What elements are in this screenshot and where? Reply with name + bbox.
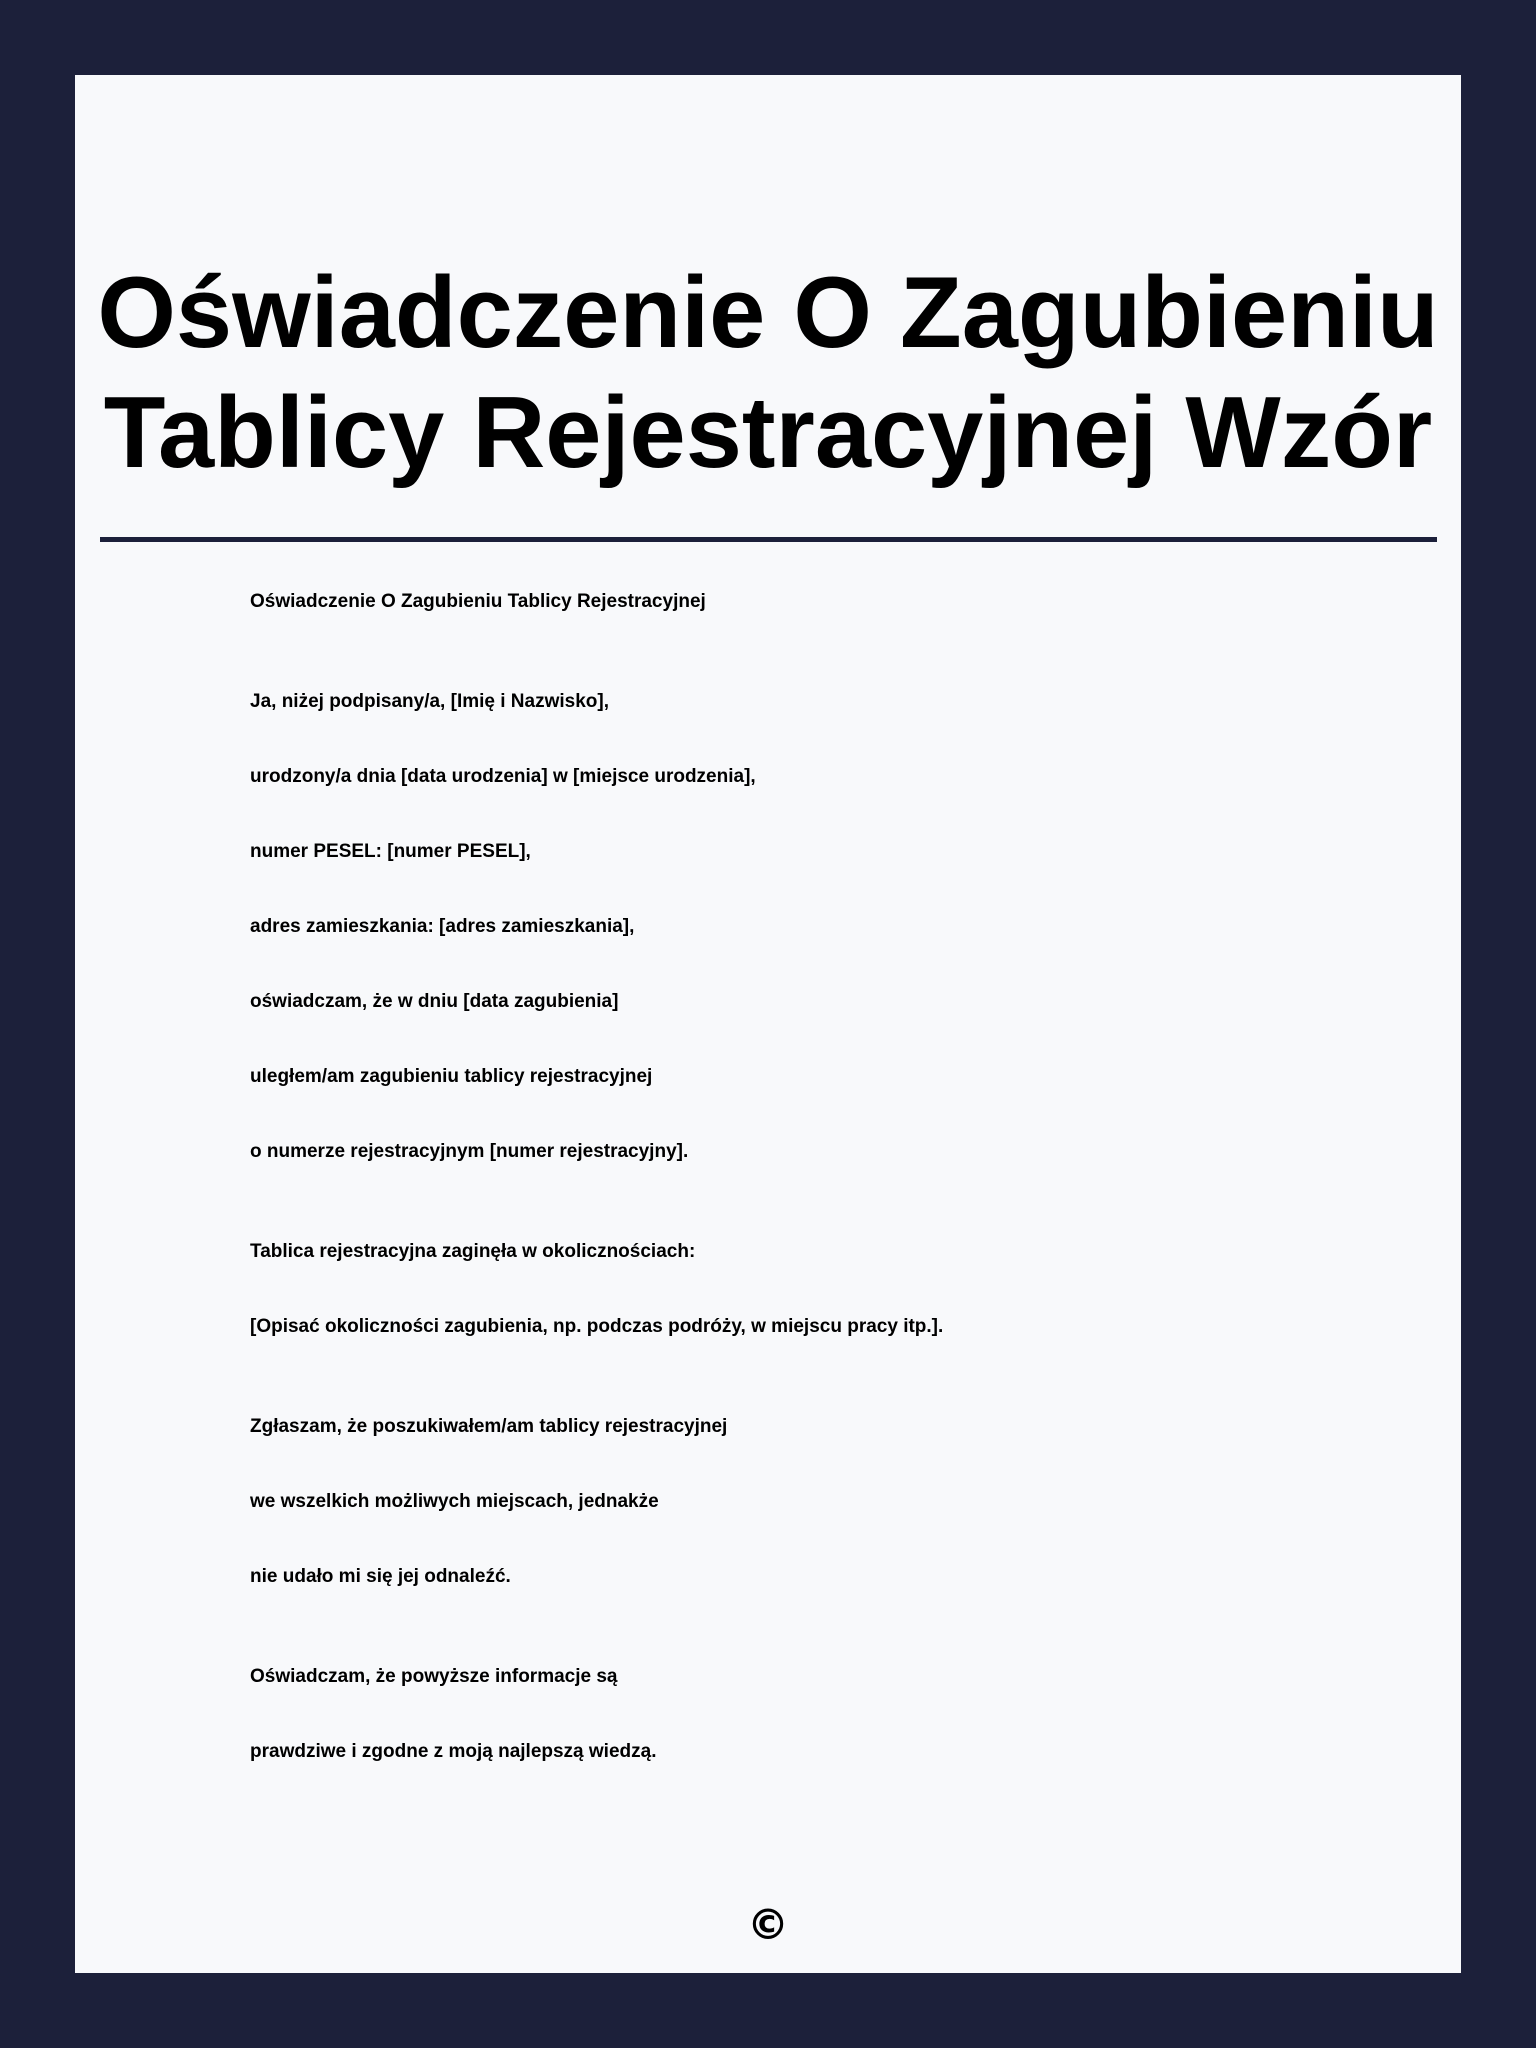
document-page [75, 75, 1461, 1973]
document-line: oświadczam, że w dniu [data zagubienia] [250, 991, 619, 1012]
document-line: Zgłaszam, że poszukiwałem/am tablicy rejestracyjnej [250, 1416, 728, 1437]
document-line: Ja, niżej podpisany/a, [Imię i Nazwisko], [250, 691, 609, 712]
document-line: adres zamieszkania: [adres zamieszkania], [250, 916, 635, 937]
title-divider [100, 537, 1437, 542]
document-line: uległem/am zagubieniu tablicy rejestracyjnej [250, 1066, 653, 1087]
document-line: we wszelkich możliwych miejscach, jednakże [250, 1491, 659, 1512]
document-line: o numerze rejestracyjnym [numer rejestracyjny]. [250, 1141, 689, 1162]
document-heading: Oświadczenie O Zagubieniu Tablicy Rejestracyjnej [250, 591, 706, 612]
document-line: nie udało mi się jej odnaleźć. [250, 1566, 511, 1587]
document-line: [Opisać okoliczności zagubienia, np. podczas podróży, w miejscu pracy itp.]. [250, 1316, 944, 1337]
document-line: numer PESEL: [numer PESEL], [250, 841, 531, 862]
document-line: prawdziwe i zgodne z moją najlepszą wiedzą. [250, 1741, 657, 1762]
document-line: Oświadczam, że powyższe informacje są [250, 1666, 618, 1687]
copyright-icon: © [747, 1900, 789, 1949]
page-title: Oświadczenie O Zagubieniu Tablicy Rejestracyjnej Wzór [97, 257, 1439, 489]
document-line: Tablica rejestracyjna zaginęła w okolicznościach: [250, 1241, 696, 1262]
document-line: urodzony/a dnia [data urodzenia] w [miejsce urodzenia], [250, 766, 756, 787]
